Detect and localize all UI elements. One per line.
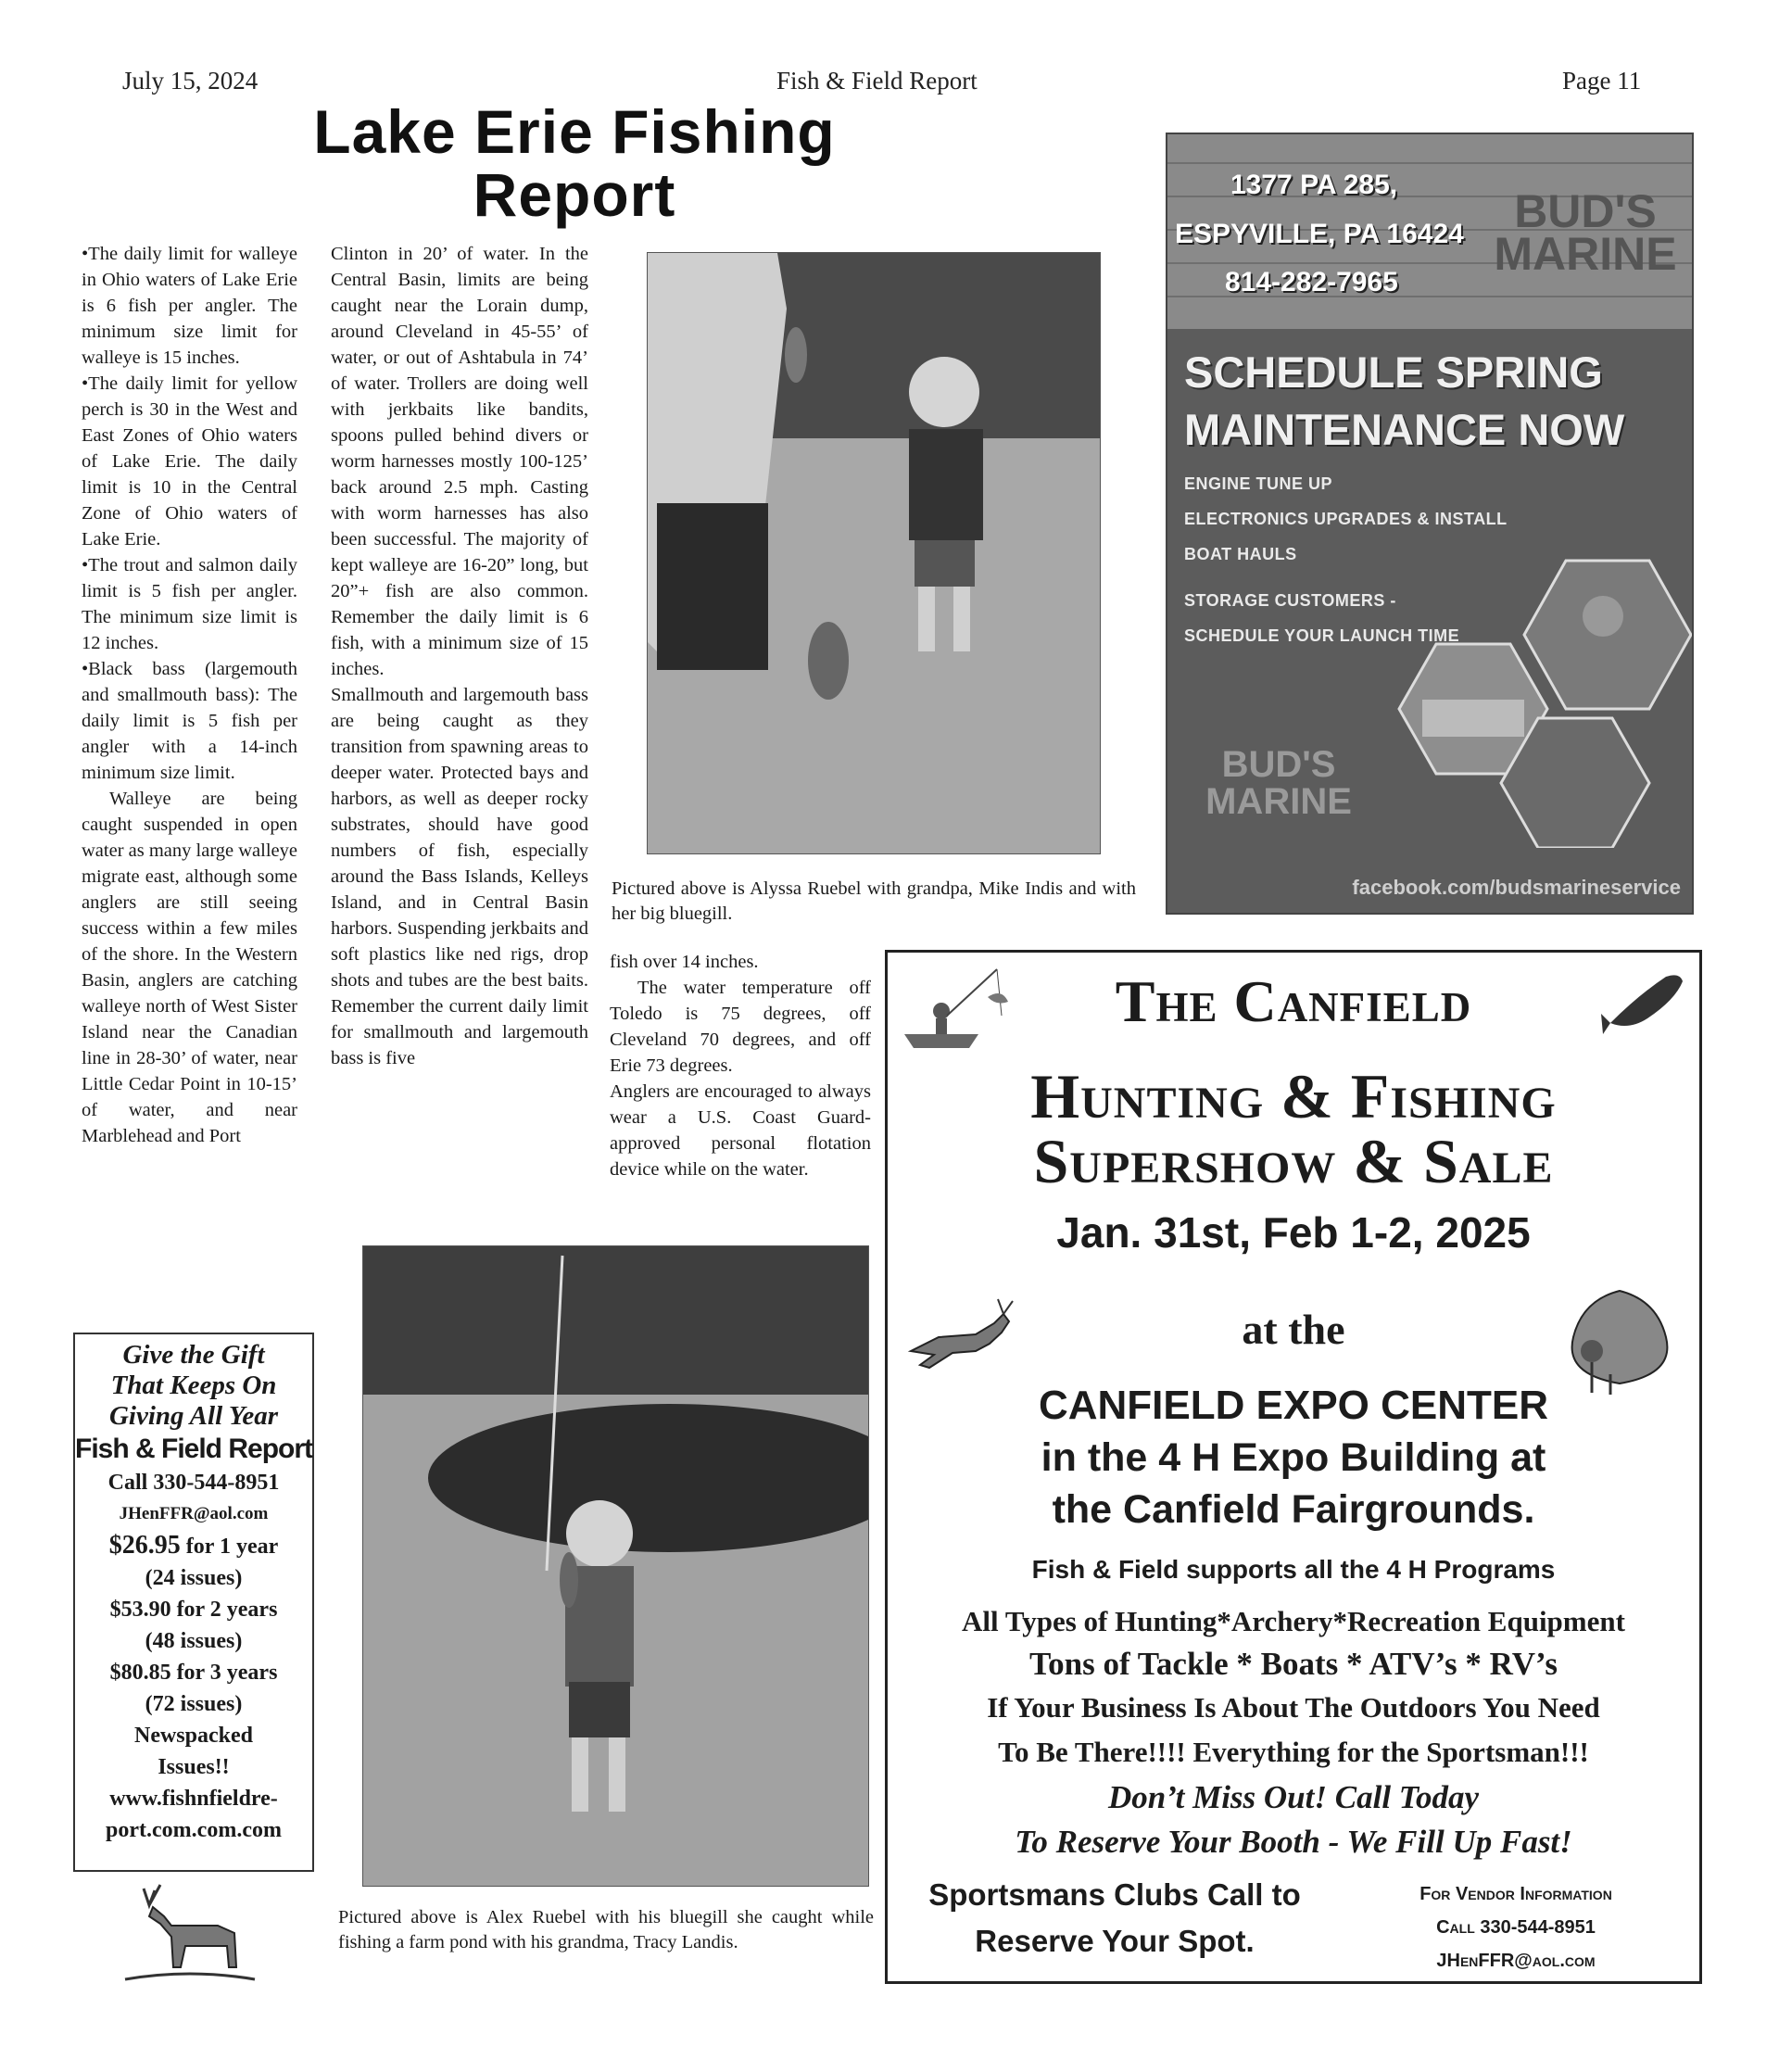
sub-price-1-term: for 1 year: [180, 1535, 279, 1559]
trout-limit-paragraph: •The trout and salmon daily limit is 5 fish per angler. The minimum size limit is 12 inches.: [82, 555, 297, 653]
article-column-3: [610, 949, 871, 1182]
safety-paragraph: Anglers are encouraged to always wear a U.S. Coast Guard-approved personal flotation device while on the water.: [610, 1081, 871, 1180]
article-title: [222, 97, 927, 229]
buds-headline-2: MAINTENANCE NOW: [1184, 405, 1625, 454]
buds-phone: 814-282-7965: [1225, 267, 1398, 297]
sub-price-3: $80.85 for 3 years: [109, 1661, 278, 1685]
article-column-1: [82, 241, 297, 1149]
canfield-types: All Types of Hunting*Archery*Recreation Equipment: [962, 1605, 1625, 1637]
buds-logo-bottom-line-1: BUD'S: [1221, 744, 1336, 785]
title-line-2: Report: [473, 160, 676, 229]
canfield-tackle: Tons of Tackle * Boats * ATV’s * RV’s: [1029, 1646, 1558, 1682]
sub-issues-2: (48 issues): [145, 1629, 243, 1653]
canfield-at-the: at the: [1242, 1306, 1345, 1353]
sub-price-1-amount: $26.95: [108, 1531, 181, 1560]
buds-service-2: ELECTRONICS UPGRADES & INSTALL: [1184, 510, 1508, 528]
canfield-vendor-info: [1340, 1877, 1692, 1977]
buds-logo-bottom: [1186, 746, 1371, 820]
bass-report-paragraph: Smallmouth and largemouth bass are being caught as they transition from spawning areas to deeper water. Protected bays and harbors, as well as deeper rocky substrates, should have good numbers of fish, especially around the Bass Islands, Kelleys Island, and in Central Basin harbors. Suspending jerkbaits and soft plastics like ned rigs, drop shots and tubes are the best baits. Remember the current daily limit for smallmouth and largemouth bass is five: [331, 685, 588, 1068]
central-basin-paragraph: Clinton in 20’ of water. In the Central Basin, limits are being caught near the Lorain dump, around Cleveland in 45-55’ of water, or out of Ashtabula in 74’ of water. Trollers are doing well with jerkbaits like bandits, spoons pulled behind divers or worm harnesses mostly 100-125’ back around 2.5 mph. Casting with worm harnesses has also been successful. The majority of kept walleye are 16-20” long, but 20”+ fish are also common. Remember the daily limit is 6 fish, with a minimum size of 15 inches.: [331, 244, 588, 679]
buds-logo-bottom-line-2: MARINE: [1205, 781, 1352, 822]
title-line-1: Lake Erie Fishing: [313, 97, 836, 166]
buds-service-5: SCHEDULE YOUR LAUNCH TIME: [1184, 626, 1460, 645]
buds-logo-top-line-2: MARINE: [1494, 228, 1677, 280]
subscription-box: [73, 1333, 314, 1872]
canfield-supports: Fish & Field supports all the 4 H Programs: [1031, 1555, 1556, 1584]
walleye-limit-paragraph: •The daily limit for walleye in Ohio waters of Lake Erie is 6 fish per angler. The minimum size limit for walleye is 15 inches.: [82, 244, 297, 368]
photo-caption-2: Pictured above is Alex Ruebel with his bluegill she caught while fishing a farm pond with his grandma, Tracy Landis.: [338, 1907, 874, 1952]
sub-issues-1: (24 issues): [145, 1566, 243, 1590]
buds-marine-ad: [1166, 133, 1694, 915]
canfield-reserve: To Reserve Your Booth - We Fill Up Fast!: [1015, 1824, 1572, 1860]
photo-alyssa-bluegill: [647, 252, 1101, 854]
buds-address-1: 1377 PA 285,: [1230, 170, 1398, 200]
sub-url-2[interactable]: port.com.com.com: [106, 1818, 282, 1842]
buds-logo-top-line-1: BUD'S: [1514, 185, 1657, 237]
sub-phone: Call 330-544-8951: [107, 1471, 280, 1495]
sub-line-3: Giving All Year: [108, 1401, 279, 1431]
buds-logo-top: [1488, 185, 1683, 280]
sub-url-1[interactable]: www.fishnfieldre-: [109, 1787, 278, 1811]
canfield-vendor-label: For Vendor Information: [1419, 1884, 1612, 1904]
buds-hex-photos: [1334, 542, 1692, 848]
canfield-clubs-line-1: Sportsmans Clubs Call to: [928, 1877, 1301, 1912]
sub-packed-2: Issues!!: [158, 1755, 230, 1779]
canfield-title: The Canfield: [1115, 968, 1472, 1034]
canfield-supershow: Supershow & Sale: [1033, 1126, 1554, 1196]
sub-price-2: $53.90 for 2 years: [109, 1598, 278, 1622]
canfield-expo-center: CANFIELD EXPO CENTER: [1038, 1383, 1549, 1428]
buds-facebook-link[interactable]: facebook.com/budsmarineservice: [1352, 876, 1681, 899]
perch-limit-paragraph: •The daily limit for yellow perch is 30 in the West and East Zones of Ohio waters of Lake Erie. The daily limit is 10 in the Central Zone of Ohio waters of Lake Erie.: [82, 373, 297, 550]
photo-alex-bluegill: [362, 1245, 869, 1887]
canfield-clubs-line-2: Reserve Your Spot.: [975, 1924, 1255, 1958]
sub-brand: Fish & Field Report: [75, 1434, 313, 1464]
buds-service-3: BOAT HAULS: [1184, 545, 1297, 563]
water-temp-paragraph: The water temperature off Toledo is 75 degrees, off Cleveland 70 degrees, and off Erie 73 degrees.: [610, 978, 871, 1076]
sub-email: JHenFFR@aol.com: [119, 1504, 269, 1523]
sub-line-2: That Keeps On: [110, 1371, 277, 1400]
buds-service-4: STORAGE CUSTOMERS -: [1184, 591, 1396, 610]
canfield-clubs: [897, 1872, 1332, 1965]
bass-limit-paragraph: •Black bass (largemouth and smallmouth bass): The daily limit is 5 fish per angler with a 14-inch minimum size limit.: [82, 659, 297, 783]
sub-price-1: [75, 1530, 312, 1562]
canfield-vendor-phone: Call 330-544-8951: [1436, 1917, 1596, 1938]
deer-icon: [116, 1879, 264, 1986]
canfield-supershow-ad: [885, 950, 1702, 1984]
page-number: Page 11: [1562, 67, 1642, 95]
canfield-building: in the 4 H Expo Building at: [1041, 1435, 1546, 1480]
canfield-dates: Jan. 31st, Feb 1-2, 2025: [1056, 1208, 1531, 1257]
canfield-dont-miss: Don’t Miss Out! Call Today: [1108, 1779, 1479, 1815]
canfield-be-there: To Be There!!!! Everything for the Sportsman!!!: [998, 1736, 1589, 1768]
walleye-report-paragraph: Walleye are being caught suspended in open water as many large walleye migrate east, although some anglers are still seeing success within a few miles of the shore. In the Western Basin, anglers are catching walleye north of West Sister Island near the Canadian line in 28-30’ of water, near Little Cedar Point in 10-15’ of water, and near Marblehead and Port: [82, 789, 297, 1146]
buds-service-1: ENGINE TUNE UP: [1184, 474, 1333, 493]
canfield-vendor-email[interactable]: JHenFFR@aol.com: [1436, 1951, 1596, 1971]
canfield-business: If Your Business Is About The Outdoors You Need: [987, 1691, 1600, 1724]
publication-name: Fish & Field Report: [776, 67, 978, 95]
sub-line-1: Give the Gift: [122, 1340, 265, 1370]
issue-date: July 15, 2024: [122, 67, 259, 95]
buds-address-2: ESPYVILLE, PA 16424: [1175, 219, 1464, 249]
sub-issues-3: (72 issues): [145, 1692, 243, 1716]
buds-headline-1: SCHEDULE SPRING: [1184, 347, 1603, 397]
canfield-fairgrounds: the Canfield Fairgrounds.: [1052, 1487, 1535, 1532]
canfield-hunting-fishing: Hunting & Fishing: [1030, 1061, 1557, 1131]
continuation-paragraph: fish over 14 inches.: [610, 952, 759, 972]
buds-wood-header: [1167, 134, 1692, 329]
sub-packed-1: Newspacked: [133, 1724, 253, 1748]
article-column-2: [331, 241, 588, 1071]
photo-caption-1: Pictured above is Alyssa Ruebel with grandpa, Mike Indis and with her big bluegill.: [612, 878, 1136, 924]
